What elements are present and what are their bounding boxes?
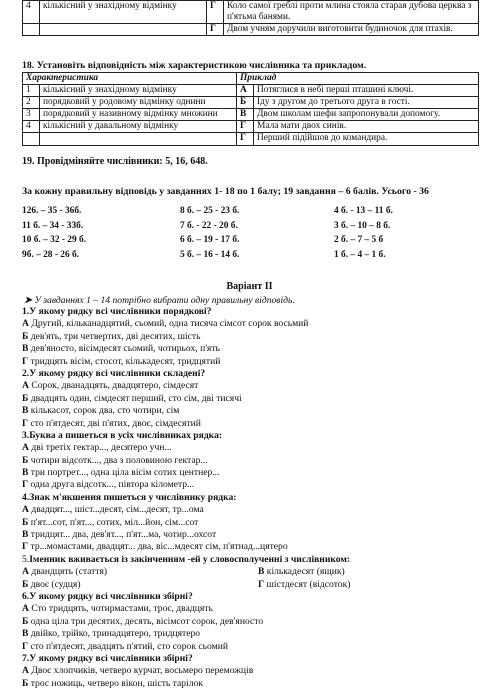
option-line <box>22 678 492 690</box>
option-line <box>22 356 492 368</box>
question-line <box>22 653 492 665</box>
row-example: Двом школам шефи запропонували допомогу. <box>254 109 479 121</box>
question-line <box>22 591 492 603</box>
score-line: 3 б. – 10 – 8 б. <box>334 220 391 231</box>
score-line: 9б. – 28 - 26 б. <box>22 249 80 260</box>
instruction-text: У завданнях 1 – 14 потрібно вибрати одну правильну відповідь. <box>34 295 295 306</box>
question-number: 6. <box>22 590 30 602</box>
header-example: Приклад <box>237 73 479 85</box>
score-line: 6 б. – 19 - 17 б. <box>180 235 240 245</box>
row-letter: Б <box>237 97 254 109</box>
option-text: одна друга відсотк..., півтора кілометр... <box>28 479 195 491</box>
questions-list <box>22 306 492 690</box>
option-text: три портрет..., одна ціла вісім сотих центнер... <box>28 467 220 479</box>
option-line <box>22 405 492 417</box>
score-line: 1 б. – 4 – 1 б. <box>334 249 386 260</box>
row-number: 1 <box>23 85 40 97</box>
row-letter: Г <box>237 121 254 133</box>
option-letter: А <box>22 442 29 454</box>
instruction-line <box>24 295 295 306</box>
question-line <box>22 554 492 566</box>
option-line <box>22 628 492 640</box>
option-pair-line <box>22 566 492 578</box>
option-letter: А <box>22 504 29 516</box>
option-text: Другий, кільканадцятий, сьомий, одна тисяча сімсот сорок восьмий <box>28 318 309 330</box>
option-text: одна ціла три десятих, десять, вісімсот сорок, дев'яносто <box>28 615 264 627</box>
row-characteristic <box>40 24 207 36</box>
option-letter: Г <box>258 578 265 590</box>
option-line <box>22 479 492 491</box>
option-letter: Г <box>22 355 29 367</box>
table-row <box>23 109 479 121</box>
option-letter: А <box>22 380 29 392</box>
question-text: У якому рядку всі числівники порядкові? <box>29 306 212 317</box>
score-column-1 <box>22 204 86 262</box>
scoring-note: За кожну правильну відповідь у завданнях 1- 18 по 1 балу; 19 завдання – 6 балів. Усього - 36 <box>22 186 429 197</box>
option-line <box>22 393 492 405</box>
row-letter: Г <box>207 1 224 24</box>
row-example: Коло самої греблі проти млина стояла старая дубова церква з п'ятьма банями. <box>224 1 479 24</box>
option-letter: А <box>22 665 29 677</box>
table-row <box>23 121 479 133</box>
arrow-bullet-icon: ➤ <box>24 295 33 306</box>
option-left <box>22 579 81 591</box>
option-letter: Б <box>22 392 29 404</box>
option-letter: Г <box>22 541 29 553</box>
row-number: 4 <box>23 121 40 133</box>
option-text: трос ножиць, четверо вікон, шість тарілок <box>28 677 203 689</box>
question-text: Іменник вживається із закінченням -ей у словосполученні з числівником: <box>29 553 351 565</box>
option-text: дев'яносто, вісімдесят сьомий, чотирьох, п'ять <box>28 343 220 355</box>
option-letter: А <box>22 318 29 330</box>
option-line <box>22 517 492 529</box>
option-letter: Г <box>22 417 29 429</box>
option-text: сто п'ятдесят, дві п'ятих, двоє, сімдесятий <box>28 417 201 429</box>
option-text: Сорок, дванадцять, двадцятеро, сімдесят <box>28 380 199 392</box>
row-characteristic <box>40 133 237 145</box>
option-letter: В <box>22 405 29 417</box>
option-text: кількадесят (ящик) <box>264 566 345 578</box>
question-line <box>22 430 492 442</box>
score-line: 4 б. - 13 – 11 б. <box>334 206 393 216</box>
question-text: У якому рядку всі числівники складені? <box>29 367 206 379</box>
option-text: Двоє хлопчиків, четверо курчат, восьмеро переможців <box>28 665 254 677</box>
option-letter: А <box>22 566 29 578</box>
option-letter: Б <box>22 677 29 689</box>
row-characteristic: порядковий у родовому відмінку однини <box>40 97 237 109</box>
option-text: тридцят... два, дев'ят..., п'ят...ма, чотир...охсот <box>28 529 217 541</box>
variant-heading: Варіант ІІ <box>226 281 273 292</box>
option-letter: Г <box>22 479 29 491</box>
option-letter: В <box>22 628 29 640</box>
option-text: кількасот, сорок два, сто чотири, сім <box>28 405 180 417</box>
option-line <box>22 380 492 392</box>
top-match-table <box>22 0 479 36</box>
option-line <box>22 467 492 479</box>
row-number: 4 <box>23 1 40 24</box>
row-letter: В <box>237 109 254 121</box>
option-letter: В <box>22 343 29 355</box>
option-line <box>22 541 492 553</box>
row-letter: А <box>237 85 254 97</box>
option-line <box>22 331 492 343</box>
option-line <box>22 603 492 615</box>
question-text: Знак м'якшення пишеться у числівнику рядка: <box>29 491 237 503</box>
row-characteristic: кількісний у знахідному відмінку <box>40 85 237 97</box>
score-line: 8 б. – 25 - 23 б. <box>180 206 240 216</box>
option-text: сто п'ятдесят, двадцять п'ятий, сто сорок сьомий <box>28 640 228 652</box>
option-text: дві третіх гектар..., десятеро учн... <box>28 442 172 454</box>
row-characteristic: кількісний у знахідному відмінку <box>40 1 207 24</box>
option-letter: В <box>258 566 265 578</box>
row-example: Іду з другом до третього друга в гості. <box>254 97 479 109</box>
option-text: тридцять вісім, стосот, кількадесят, тридцятий <box>28 355 221 367</box>
option-line <box>22 616 492 628</box>
question-number: 2. <box>22 367 30 379</box>
option-text: двадцят..., шіст...десят, сім...десят, тр...ома <box>28 504 204 516</box>
option-line <box>22 442 492 454</box>
option-line <box>22 455 492 467</box>
option-text: шістдесят (відсоток) <box>264 578 351 590</box>
option-text: двійко, трійко, тринадцятеро, тридцятеро <box>28 628 201 640</box>
option-letter: А <box>22 603 29 615</box>
question-number: 7. <box>22 652 30 664</box>
question-text: У якому рядку всі числівники збірні? <box>29 652 193 664</box>
row-number: 3 <box>23 109 40 121</box>
question-text: Буква а пишеться в усіх числівниках рядка: <box>29 429 223 441</box>
option-text: двоє (судця) <box>28 578 81 590</box>
question-line <box>22 492 492 504</box>
option-letter: Б <box>22 578 29 590</box>
table-header-row <box>23 73 479 85</box>
question-line <box>22 306 492 318</box>
option-right <box>258 566 345 578</box>
row-number <box>23 24 40 36</box>
row-letter: Г <box>207 24 224 36</box>
table-row <box>23 24 479 36</box>
score-line: 7 б. - 22 - 20 б. <box>180 220 238 231</box>
row-example: Потяглися в небі перші пташині ключі. <box>254 85 479 97</box>
option-letter: Б <box>22 454 29 466</box>
option-line <box>22 529 492 541</box>
option-letter: В <box>22 529 29 541</box>
option-letter: Б <box>22 615 29 627</box>
score-column-3 <box>334 204 393 262</box>
option-text: тр...момастами, двадцят... два, віс...мдесят сім, п'ятнад...цятеро <box>28 541 288 553</box>
score-line: 2 б. – 7 – 5 б <box>334 235 384 245</box>
option-line <box>22 343 492 355</box>
question-line <box>22 368 492 380</box>
row-number <box>23 133 40 145</box>
option-line <box>22 318 492 330</box>
question-number: 4. <box>22 491 30 503</box>
option-text: двандцять (стаття) <box>28 566 108 578</box>
q18-match-table <box>22 72 479 146</box>
option-text: п'ят...сот, п'ят..., сотих, міл...йон, сім...сот <box>28 516 199 528</box>
row-number: 2 <box>23 97 40 109</box>
option-left <box>22 566 107 578</box>
question-number: 3. <box>22 429 30 441</box>
option-line <box>22 641 492 653</box>
question-18-title: 18. Установіть відповідність між характеристикою числівника та прикладом. <box>22 60 367 71</box>
option-letter: Б <box>22 516 29 528</box>
option-text: Сто тридцять, чотирмастами, троє, двадцять <box>28 603 213 615</box>
question-text: У якому рядку всі числівники збірні? <box>29 590 193 602</box>
header-characteristic: Характеристика <box>23 73 237 85</box>
option-letter: Г <box>22 640 29 652</box>
option-line <box>22 504 492 516</box>
score-line: 10 б. – 32 - 29 б. <box>22 235 87 245</box>
table-row <box>23 133 479 145</box>
score-column-2 <box>180 204 239 262</box>
table-row <box>23 97 479 109</box>
table-row <box>23 1 479 24</box>
option-pair-line <box>22 579 492 591</box>
option-letter: Б <box>22 330 29 342</box>
score-line: 126. – 35 - 36б. <box>22 206 82 216</box>
question-number: 1. <box>22 306 30 317</box>
option-line <box>22 665 492 677</box>
score-line: 5 б. – 16 - 14 б. <box>180 249 240 260</box>
table-row <box>23 85 479 97</box>
row-example: Двом учням доручили виготовити будиночок для птахів. <box>224 24 479 36</box>
question-19: 19. Провідміняйте числівники: 5, 16, 648. <box>22 156 208 167</box>
option-right <box>258 579 350 591</box>
row-characteristic: кількісний у давальному відмінку <box>40 121 237 133</box>
option-line <box>22 418 492 430</box>
row-characteristic: порядковий у називному відмінку множини <box>40 109 237 121</box>
row-letter: Г <box>237 133 254 145</box>
score-line: 11 б. – 34 - 33б. <box>22 220 84 231</box>
option-text: чотири відсотк..., два з половиною гектар... <box>28 454 208 466</box>
row-example: Перший підійшов до командира. <box>254 133 479 145</box>
option-text: дев'ять, три четвертих, дві десятих, шість <box>28 330 201 342</box>
question-number: 5. <box>22 553 30 565</box>
option-letter: В <box>22 467 29 479</box>
row-example: Мала мати двох синів. <box>254 121 479 133</box>
option-text: двадцять один, сімдесят перший, сто сім, дві тисячі <box>28 392 242 404</box>
